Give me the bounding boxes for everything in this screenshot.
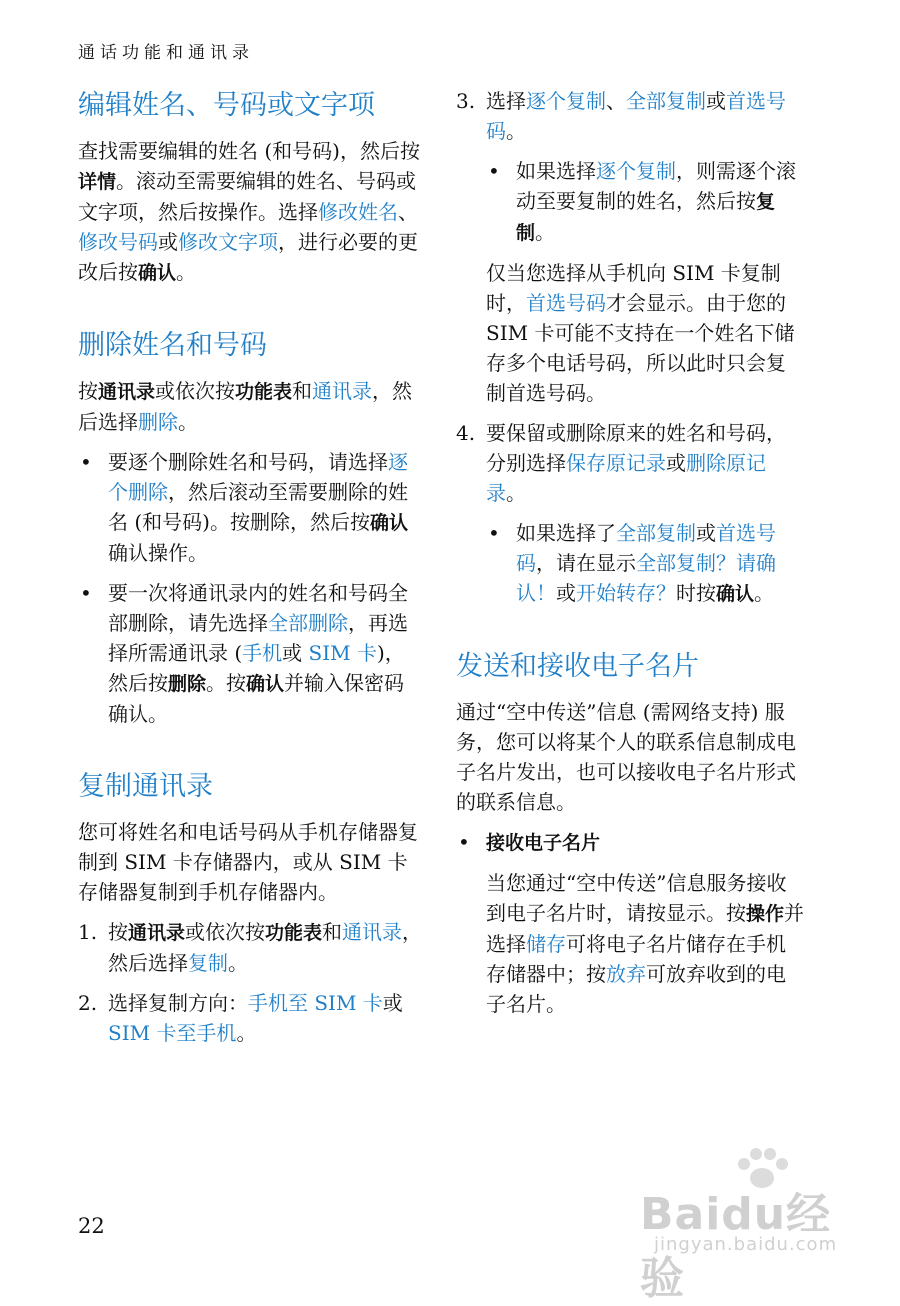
bullet-list [486, 156, 804, 248]
text: 才会显示。由于您的 SIM 卡可能不支持在一个姓名下储存多个电话号码，所以此时只会复制首选号码。 [486, 291, 795, 405]
text: 选择 [486, 89, 526, 113]
text: 。 [535, 220, 556, 244]
text: 要一次将通讯录内的姓名和号码全部删除，请先选择 [108, 581, 408, 635]
option-copy-all: 全部复制 [616, 521, 696, 545]
option-delete-all: 全部删除 [268, 611, 348, 635]
text: ，然后滚动至需要删除的姓名 (和号码)。按删除，然后按 [108, 480, 408, 534]
right-column [456, 86, 804, 1029]
list-item [78, 578, 423, 729]
text: 。 [236, 1021, 257, 1045]
text: 查找需要编辑的姓名 (和号码)，然后按 [78, 139, 420, 163]
left-column [78, 86, 423, 1058]
item-number: 3. [456, 89, 476, 113]
paragraph [456, 868, 804, 1019]
watermark-url: jingyan.baidu.com [654, 1234, 838, 1255]
paragraph: 您可将姓名和电话号码从手机存储器复制到 SIM 卡存储器内，或从 SIM 卡存储器复制到手机存储器内。 [78, 820, 418, 904]
text: 选择复制方向： [108, 991, 248, 1015]
option-delete: 删除 [138, 410, 178, 434]
option-contacts: 通讯录 [342, 920, 403, 944]
text: 。 [228, 951, 248, 975]
key-confirm: 确认 [369, 512, 408, 534]
page-number: 22 [78, 1214, 105, 1238]
option-discard: 放弃 [606, 962, 646, 986]
list-item [486, 156, 804, 248]
text: 。 [506, 481, 526, 505]
option-keep-original: 保存原记录 [566, 451, 666, 475]
text: )，然后按 [108, 641, 405, 695]
option-contacts: 通讯录 [312, 379, 373, 403]
key-contacts: 通讯录 [128, 922, 186, 944]
text: 。 [176, 260, 197, 284]
text: 按 [108, 920, 128, 944]
paragraph: 通过“空中传送”信息 (需网络支持) 服务，您可以将某个人的联系信息制成电子名片发出，也可以接收电子名片形式的联系信息。 [456, 700, 796, 814]
text: ，进行必要的更改后按 [78, 230, 418, 284]
text: 或 [696, 521, 716, 545]
text: ，然后选择 [108, 920, 423, 975]
text: 。 [506, 119, 526, 143]
key-menu: 功能表 [265, 922, 323, 944]
text: 或 [666, 451, 686, 475]
text: 如果选择 [516, 159, 596, 183]
text: 。 [754, 581, 775, 605]
watermark-logo: Baidu经验 [640, 1189, 832, 1304]
numbered-list [78, 917, 423, 1048]
running-header: 通话功能和通讯录 [78, 43, 254, 63]
section-title: 发送和接收电子名片 [456, 651, 699, 682]
option-copy: 复制 [188, 951, 228, 975]
section-title: 编辑姓名、号码或文字项 [78, 90, 375, 121]
item-number: 2. [78, 991, 98, 1015]
list-item [456, 827, 804, 858]
key-confirm: 确认 [138, 262, 177, 284]
text: 确认操作。 [108, 541, 208, 565]
prompt-start-transfer: 开始转存？ [576, 581, 676, 605]
list-item [456, 418, 804, 609]
option-edit-name: 修改姓名 [318, 200, 398, 224]
text: 。滚动至需要编辑的姓名、号码或文字项，然后按操作。选择 [78, 169, 417, 224]
paragraph [78, 376, 423, 437]
option-copy-one: 逐个复制 [526, 89, 606, 113]
key-confirm: 确认 [716, 583, 755, 605]
paragraph [78, 136, 423, 288]
text: 或依次按 [155, 379, 236, 403]
text: 按 [78, 379, 98, 403]
text: 当您通过“空中传送”信息服务接收到电子名片时，请按显示。按 [486, 871, 787, 925]
option-delete-original: 删除原记录 [486, 451, 766, 505]
section-edit-entry [78, 86, 423, 288]
item-number: 1. [78, 920, 98, 944]
text: ，然后选择 [78, 379, 413, 434]
text: 或 [706, 89, 726, 113]
text: 或 [282, 641, 309, 665]
option-preferred-number: 首选号码 [516, 521, 776, 575]
list-item [456, 86, 804, 408]
text: 、 [398, 200, 418, 224]
text: 可放弃收到的电子名片。 [486, 962, 786, 1016]
option-preferred-number: 首选号码 [526, 291, 606, 315]
note-paragraph [486, 258, 804, 408]
option-sim-to-phone: SIM 卡至手机 [108, 1021, 237, 1045]
option-phone: 手机 [242, 641, 283, 665]
text: 或依次按 [185, 920, 266, 944]
section-title: 复制通讯录 [78, 771, 213, 802]
list-item [78, 447, 423, 568]
option-save: 储存 [526, 932, 566, 956]
option-copy-all: 全部复制 [626, 89, 706, 113]
text: 要保留或删除原来的姓名和号码，分别选择 [486, 421, 786, 475]
text: 。按 [206, 671, 247, 695]
text: 如果选择了 [516, 521, 616, 545]
numbered-list-continued [456, 86, 804, 609]
text: 或 [158, 230, 178, 254]
text: 。 [178, 410, 198, 434]
option-phone-to-sim: 手机至 SIM 卡 [248, 991, 383, 1015]
watermark [640, 1150, 870, 1304]
key-copy: 复制 [516, 191, 776, 244]
option-delete-one: 逐个删除 [108, 450, 408, 504]
key-confirm: 确认 [246, 673, 285, 695]
key-details: 详情 [78, 171, 117, 193]
key-delete: 删除 [168, 673, 207, 695]
text: ，则需逐个滚动至要复制的姓名，然后按 [516, 159, 796, 213]
text: 或 [556, 581, 576, 605]
text: ，再选择所需通讯录 ( [108, 611, 408, 665]
option-edit-number: 修改号码 [78, 230, 158, 254]
option-preferred-number: 首选号码 [486, 89, 786, 143]
key-menu: 功能表 [235, 381, 293, 403]
section-delete [78, 326, 423, 729]
item-number: 4. [456, 421, 476, 445]
text: 仅当您选择从手机向 SIM 卡复制时， [486, 261, 781, 315]
key-contacts: 通讯录 [98, 381, 156, 403]
bullet-list [78, 447, 423, 729]
section-title: 删除姓名和号码 [78, 330, 267, 361]
key-options: 操作 [746, 903, 785, 925]
option-edit-text: 修改文字项 [178, 230, 278, 254]
text: ，请在显示 [536, 551, 636, 575]
text: 并输入保密码确认。 [108, 671, 405, 726]
section-copy [78, 767, 423, 1048]
bullet-list [456, 827, 804, 858]
text: 和 [322, 920, 343, 944]
section-business-cards [456, 647, 804, 1019]
list-item [486, 518, 804, 609]
text: 并选择 [486, 901, 805, 956]
prompt-copy-all: 全部复制？请确认！ [516, 551, 776, 605]
text: 可将电子名片储存在手机存储器中；按 [486, 932, 786, 986]
text: 和 [292, 379, 313, 403]
option-sim: SIM 卡 [308, 641, 377, 665]
subheading: 接收电子名片 [486, 832, 601, 854]
text: 要逐个删除姓名和号码，请选择 [108, 450, 388, 474]
bullet-list [486, 518, 804, 609]
text: 时按 [676, 581, 716, 605]
list-item [78, 917, 423, 978]
option-copy-one: 逐个复制 [596, 159, 676, 183]
list-item [78, 988, 423, 1048]
text: 、 [606, 89, 626, 113]
text: 或 [382, 991, 403, 1015]
